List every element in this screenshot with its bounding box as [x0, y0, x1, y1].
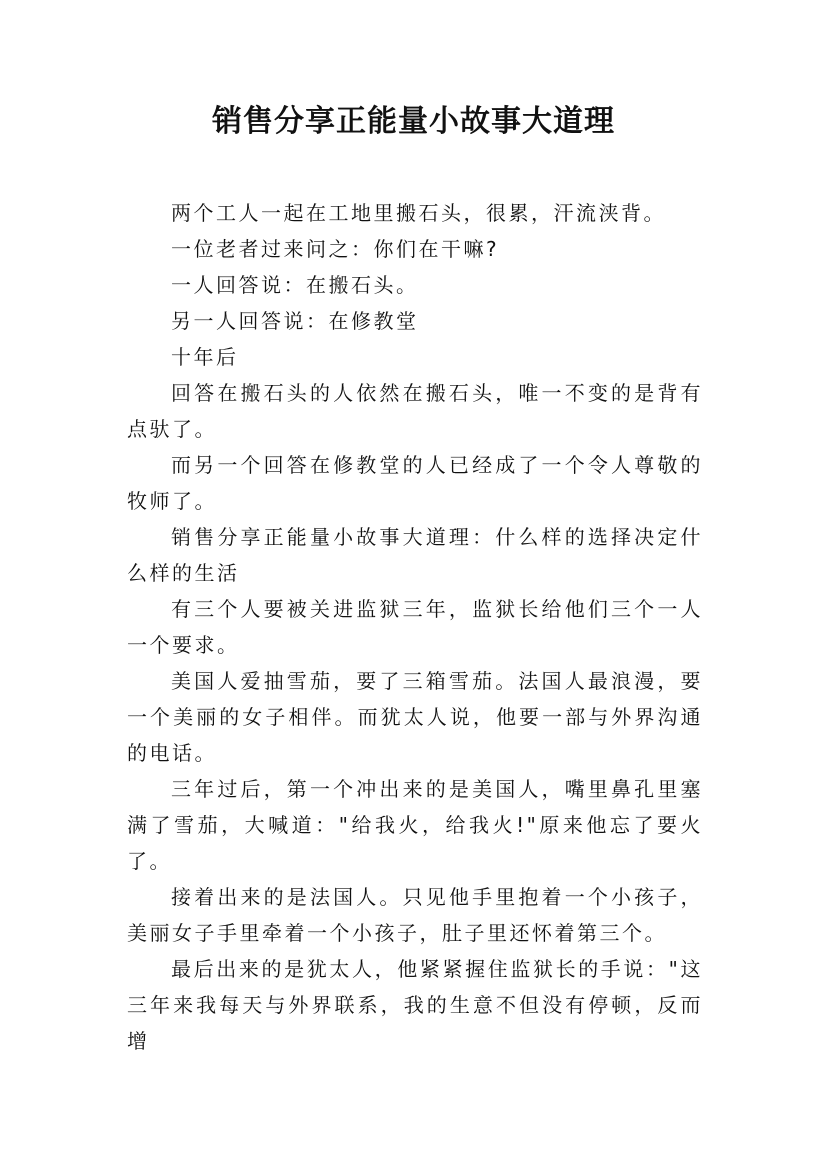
paragraph: 而另一个回答在修教堂的人已经成了一个令人尊敬的牧师了。 [127, 453, 703, 513]
paragraph: 两个工人一起在工地里搬石头，很累，汗流浃背。 [171, 201, 666, 225]
paragraph: 一位老者过来问之：你们在干嘛? [171, 237, 500, 261]
paragraph: 三年过后，第一个冲出来的是美国人，嘴里鼻孔里塞满了雪茄，大喊道："给我火，给我火!"原来他忘了要火了。 [127, 777, 703, 873]
paragraph: 回答在搬石头的人依然在搬石头，唯一不变的是背有点驮了。 [127, 381, 703, 441]
paragraph: 有三个人要被关进监狱三年，监狱长给他们三个一人一个要求。 [127, 597, 703, 657]
document-body [127, 195, 703, 1059]
paragraph: 一人回答说：在搬石头。 [171, 273, 419, 297]
document-title: 销售分享正能量小故事大道理 [212, 104, 615, 139]
paragraph: 接着出来的是法国人。只见他手里抱着一个小孩子，美丽女子手里牵着一个小孩子，肚子里还怀着第三个。 [127, 885, 703, 945]
paragraph: 最后出来的是犹太人，他紧紧握住监狱长的手说："这三年来我每天与外界联系，我的生意不但没有停顿，反而增 [127, 957, 703, 1053]
paragraph: 美国人爱抽雪茄，要了三箱雪茄。法国人最浪漫，要一个美丽的女子相伴。而犹太人说，他要一部与外界沟通的电话。 [127, 669, 703, 765]
paragraph: 另一人回答说：在修教堂 [171, 309, 419, 333]
paragraph: 销售分享正能量小故事大道理：什么样的选择决定什么样的生活 [127, 525, 703, 585]
paragraph: 十年后 [171, 345, 239, 369]
